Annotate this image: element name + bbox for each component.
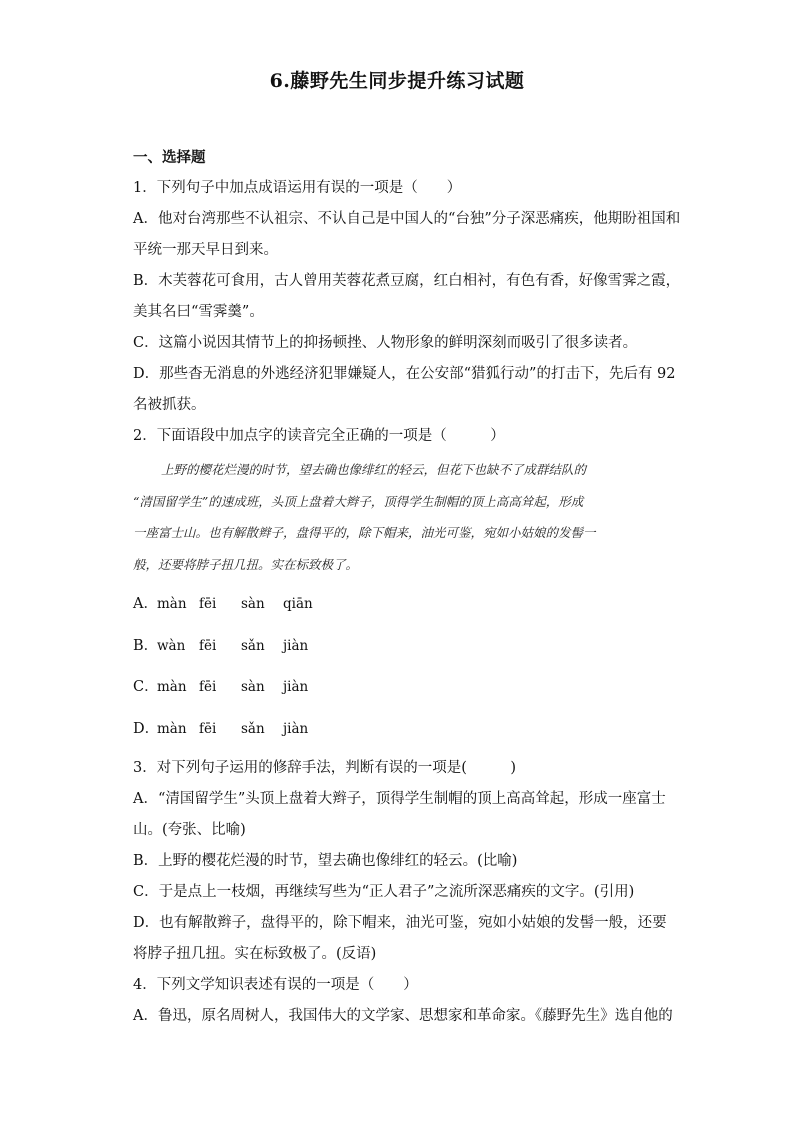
section-heading: 一、选择题 xyxy=(133,149,206,166)
question-stem: 2．下面语段中加点字的读音完全正确的一项是（ ） xyxy=(133,428,505,444)
question-2 xyxy=(133,421,661,750)
passage-line-4: 般，还要将脖子扭几扭。实在标致极了。 xyxy=(133,556,359,572)
option-a-line-1: A．“清国留学生”头顶上盘着大辫子，顶得学生制帽的顶上高高耸起，形成一座富士 xyxy=(133,791,666,807)
pinyin-option-b: B．wàn fēi sǎn jiàn xyxy=(133,637,309,654)
option-b-line-2: 美其名曰“雪霁羹”。 xyxy=(133,304,264,320)
question-3 xyxy=(133,753,667,970)
option-b-line-1: B．木芙蓉花可食用，古人曾用芙蓉花煮豆腐，红白相衬，有色有香，好像雪霁之霞， xyxy=(133,273,681,289)
option-d-line-2: 名被抓获。 xyxy=(133,397,206,413)
option-d-line-1: D．那些杳无消息的外逃经济犯罪嫌疑人，在公安部“猎狐行动”的打击下，先后有 92 xyxy=(133,366,676,382)
passage-line-3: 一座富士山。也有解散辫子，盘得平的，除下帽来，油光可鉴，宛如小姑娘的发髻一 xyxy=(133,525,596,540)
option-c-line-1: C．这篇小说因其情节上的抑扬顿挫、人物形象的鲜明深刻而吸引了很多读者。 xyxy=(133,335,638,351)
pinyin-option-d: D．màn fēi sǎn jiàn xyxy=(133,720,309,737)
option-a-line-1: A．他对台湾那些不认祖宗、不认自己是中国人的“台独”分子深恶痛疾，他期盼祖国和 xyxy=(133,211,681,227)
reading-passage xyxy=(133,454,661,580)
option-a-line-1: A．鲁迅，原名周树人，我国伟大的文学家、思想家和革命家。《藤野先生》选自他的 xyxy=(133,1008,673,1024)
option-c-line-1: C．于是点上一枝烟，再继续写些为“正人君子”之流所深恶痛疾的文字。(引用) xyxy=(133,884,635,900)
pinyin-option-a: A．màn fēi sàn qiān xyxy=(133,596,313,612)
option-a-line-2: 平统一那天早日到来。 xyxy=(133,242,278,258)
pinyin-option-c: C．màn fēi sàn jiàn xyxy=(133,679,309,695)
question-stem: 4．下列文学知识表述有误的一项是（ ） xyxy=(133,977,418,993)
option-a-line-2: 山。(夸张、比喻) xyxy=(133,822,246,838)
question-stem: 3．对下列句子运用的修辞手法，判断有误的一项是( ) xyxy=(133,760,517,776)
option-b-line-1: B．上野的樱花烂漫的时节，望去确也像绯红的轻云。(比喻) xyxy=(133,853,518,869)
option-d-line-1: D．也有解散辫子，盘得平的，除下帽来，油光可鉴，宛如小姑娘的发髻一般，还要 xyxy=(133,915,667,931)
question-4 xyxy=(133,970,673,1032)
passage-line-1: 上野的樱花烂漫的时节，望去确也像绯红的轻云，但花下也缺不了成群结队的 xyxy=(161,462,587,477)
option-d-line-2: 将脖子扭几扭。实在标致极了。(反语) xyxy=(133,946,377,962)
question-1 xyxy=(133,173,681,421)
question-stem: 1．下列句子中加点成语运用有误的一项是（ ） xyxy=(133,180,462,196)
document-body xyxy=(133,143,681,1032)
page-title: 6.藤野先生同步提升练习试题 xyxy=(269,70,525,92)
passage-line-2: “清国留学生”的速成班，头顶上盘着大辫子，顶得学生制帽的顶上高高耸起，形成 xyxy=(133,493,584,509)
pinyin-options xyxy=(133,584,661,750)
